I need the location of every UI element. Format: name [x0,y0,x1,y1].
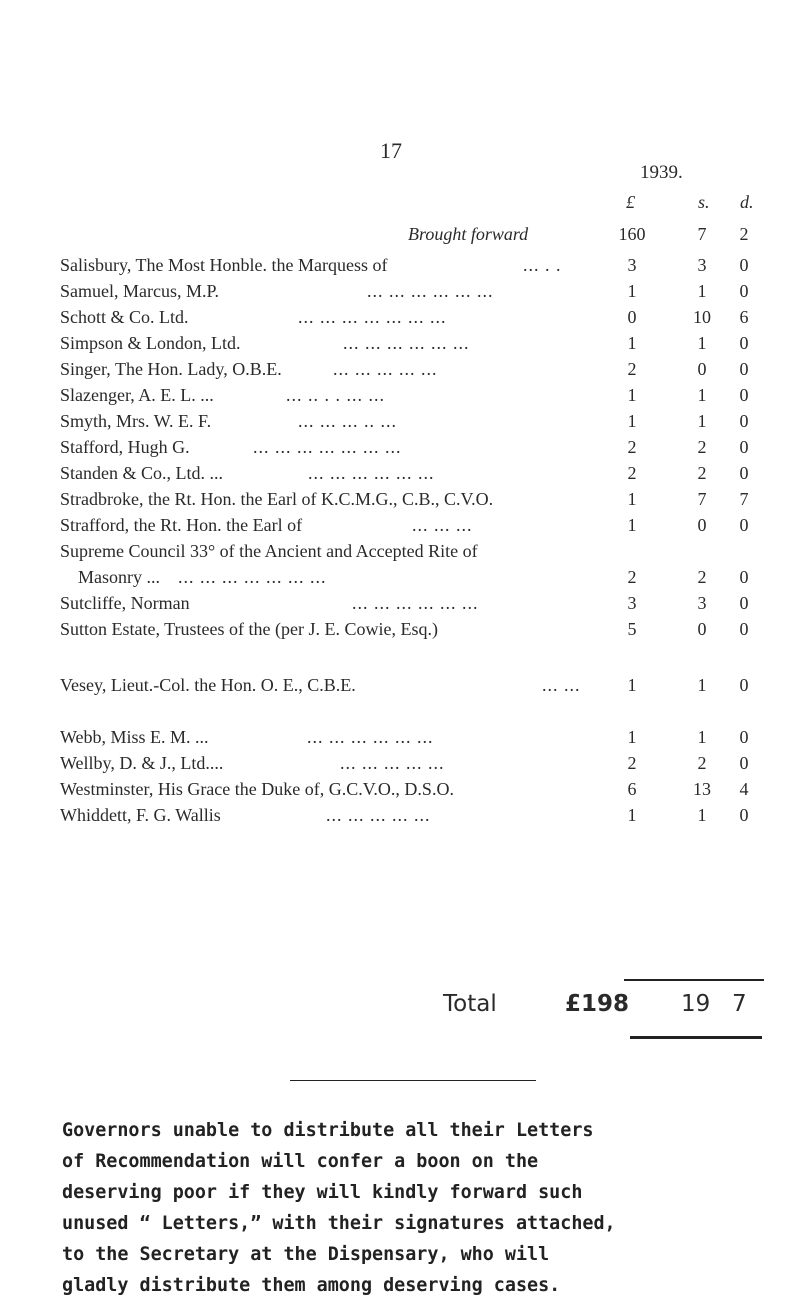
entry-pence: 0 [739,593,749,613]
entry-name: Whiddett, F. G. Wallis [60,805,221,825]
brought-forward-label: Brought forward [408,224,529,244]
leader-dots: ... .. . . ... ... [286,385,385,405]
entry-shillings: 0 [697,515,707,535]
leader-dots: ... ... ... ... ... [326,805,431,825]
entry-pounds: 1 [627,385,637,405]
list-item [0,619,800,647]
entry-pounds: 3 [627,593,637,613]
entry-pounds: 5 [627,619,637,639]
entry-pounds: 1 [627,281,637,301]
list-item [0,567,800,595]
notice-line: Governors unable to distribute all their Letters [62,1120,594,1141]
entry-name: Stafford, Hugh G. [60,437,190,457]
entry-name: Supreme Council 33° of the Ancient and Accepted Rite of [60,541,478,561]
entry-shillings: 1 [697,675,707,695]
list-item [0,437,800,465]
entry-pence: 0 [739,437,749,457]
list-item [0,281,800,309]
entry-shillings: 1 [697,281,707,301]
list-item [0,385,800,413]
entry-name: Sutton Estate, Trustees of the (per J. E. Cowie, Esq.) [60,619,438,639]
list-item [0,255,800,283]
entry-shillings: 1 [697,385,707,405]
entry-shillings: 1 [697,727,707,747]
list-item [0,727,800,755]
leader-dots: ... ... ... .. ... [298,411,397,431]
entry-pounds: 1 [627,333,637,353]
entry-name: Masonry ... [78,567,160,587]
list-item [0,541,800,569]
leader-dots: ... ... ... ... ... ... [308,463,435,483]
entry-name: Slazenger, A. E. L. ... [60,385,214,405]
entry-name: Smyth, Mrs. W. E. F. [60,411,212,431]
entry-pence: 0 [739,333,749,353]
total-rule-top [624,979,764,981]
list-item [0,489,800,517]
entry-shillings: 2 [697,463,707,483]
list-item [0,753,800,781]
entry-shillings: 2 [697,753,707,773]
entry-shillings: 3 [697,255,707,275]
entry-name: Vesey, Lieut.-Col. the Hon. O. E., C.B.E. [60,675,356,695]
leader-dots: ... ... ... ... ... ... [367,281,494,301]
shillings-heading: s. [698,192,710,212]
entry-pounds: 3 [627,255,637,275]
notice-line: gladly distribute them among deserving cases. [62,1275,561,1296]
entry-name: Simpson & London, Ltd. [60,333,241,353]
entry-pence: 0 [739,281,749,301]
notice-line: unused “ Letters,” with their signatures attached, [62,1213,616,1234]
entry-name: Samuel, Marcus, M.P. [60,281,219,301]
leader-dots: ... ... ... ... ... ... [307,727,434,747]
entry-pence: 0 [739,463,749,483]
total-label: Total [443,991,497,1017]
entry-shillings: 7 [697,489,707,509]
entry-pounds: 6 [627,779,637,799]
entry-pence: 0 [739,359,749,379]
entry-shillings: 0 [697,619,707,639]
brought-forward-pounds: 160 [618,224,646,244]
total-pounds: £198 [565,991,630,1017]
leader-dots: ... ... ... [412,515,473,535]
entry-pence: 6 [739,307,749,327]
entry-pounds: 1 [627,515,637,535]
list-item [0,463,800,491]
entry-pence: 0 [739,753,749,773]
entry-pence: 0 [739,385,749,405]
entry-pence: 0 [739,411,749,431]
list-item [0,515,800,543]
entry-pence: 0 [739,619,749,639]
entry-shillings: 2 [697,567,707,587]
leader-dots: ... . . [523,255,562,275]
year-heading: 1939. [640,162,683,183]
brought-forward-pence: 2 [739,224,749,244]
brought-forward-row [0,224,800,252]
entry-pounds: 1 [627,675,637,695]
entry-pence: 0 [739,255,749,275]
entry-pounds: 2 [627,359,637,379]
notice-line: deserving poor if they will kindly forward such [62,1182,583,1203]
entry-pounds: 2 [627,753,637,773]
entry-name: Strafford, the Rt. Hon. the Earl of [60,515,303,535]
total-rule-bottom [630,1036,762,1039]
list-item [0,779,800,807]
entry-shillings: 13 [693,779,711,799]
entry-shillings: 1 [697,333,707,353]
leader-dots: ... ... ... ... ... ... ... [253,437,402,457]
entry-name: Wellby, D. & J., Ltd.... [60,753,224,773]
entry-name: Schott & Co. Ltd. [60,307,189,327]
leader-dots: ... ... ... ... ... ... ... [178,567,327,587]
entry-name: Westminster, His Grace the Duke of, G.C.V.O., D.S.O. [60,779,454,799]
entry-pence: 4 [739,779,749,799]
leader-dots: ... ... ... ... ... ... [352,593,479,613]
entry-shillings: 10 [693,307,711,327]
entry-name: Standen & Co., Ltd. ... [60,463,223,483]
entry-pounds: 0 [627,307,637,327]
entry-pounds: 2 [627,567,637,587]
list-item [0,333,800,361]
entry-pence: 0 [739,515,749,535]
entry-shillings: 1 [697,411,707,431]
entry-name: Stradbroke, the Rt. Hon. the Earl of K.C.M.G., C.B., C.V.O. [60,489,494,509]
entry-pounds: 1 [627,727,637,747]
entry-shillings: 2 [697,437,707,457]
notice-paragraph [62,1115,752,1301]
leader-dots: ... ... ... ... ... ... [343,333,470,353]
list-item [0,593,800,621]
entry-name: Sutcliffe, Norman [60,593,190,613]
entry-pence: 0 [739,567,749,587]
pence-heading: d. [740,192,754,212]
entry-name: Salisbury, The Most Honble. the Marquess of [60,255,388,275]
list-item [0,805,800,833]
entry-pence: 0 [739,727,749,747]
total-shillings: 19 [681,991,711,1017]
page-number: 17 [380,138,402,163]
brought-forward-shillings: 7 [697,224,707,244]
section-divider [290,1080,536,1081]
list-item [0,675,800,703]
entry-pounds: 1 [627,489,637,509]
total-pence: 7 [732,991,747,1017]
entry-name: Singer, The Hon. Lady, O.B.E. [60,359,282,379]
entry-pence: 7 [739,489,749,509]
list-item [0,359,800,387]
entry-shillings: 3 [697,593,707,613]
leader-dots: ... ... [542,675,581,695]
list-item [0,307,800,335]
notice-line: to the Secretary at the Dispensary, who will [62,1244,550,1265]
entry-pounds: 2 [627,437,637,457]
leader-dots: ... ... ... ... ... [333,359,438,379]
entry-name: Webb, Miss E. M. ... [60,727,209,747]
entry-pounds: 1 [627,805,637,825]
leader-dots: ... ... ... ... ... ... ... [298,307,447,327]
entry-pence: 0 [739,805,749,825]
entry-pounds: 1 [627,411,637,431]
list-item [0,411,800,439]
notice-line: of Recommendation will confer a boon on the [62,1151,539,1172]
entry-shillings: 0 [697,359,707,379]
entry-pence: 0 [739,675,749,695]
entry-shillings: 1 [697,805,707,825]
entry-pounds: 2 [627,463,637,483]
pounds-heading: £ [626,192,635,212]
leader-dots: ... ... ... ... ... [340,753,445,773]
